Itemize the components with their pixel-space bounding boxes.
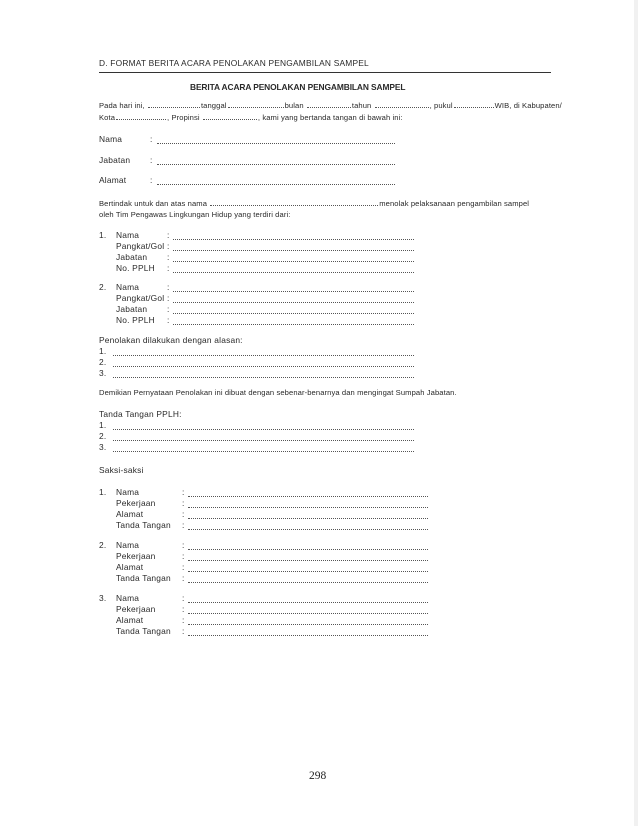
witness-2-pekerjaan-label: Pekerjaan [116,551,156,561]
blank-officer-1-pangkat [173,250,414,251]
witness-2-nama-label: Nama [116,540,140,550]
section-heading: D. FORMAT BERITA ACARA PENOLAKAN PENGAMBILAN SAMPEL [99,58,369,68]
field-colon: : [150,175,153,185]
signature-3-number: 3. [99,442,107,452]
field-colon: : [167,252,170,262]
blank-officer-2-pplh [173,324,414,325]
witness-3-nama-label: Nama [116,593,140,603]
reasons-heading: Penolakan dilakukan dengan alasan: [99,335,243,345]
blank-witness-3-nama [188,602,428,603]
opening-province-label: , Propinsi [167,113,202,122]
field-colon: : [150,134,153,144]
witness-3-pekerjaan-label: Pekerjaan [116,604,156,614]
reason-2-number: 2. [99,357,107,367]
officer-1-number: 1. [99,230,107,240]
opening-city-label: Kota [99,113,116,122]
field-colon: : [182,551,185,561]
blank-witness-2-alamat [188,571,428,572]
field-colon: : [167,315,170,325]
blank-witness-1-alamat [188,518,428,519]
witness-1-signature-label: Tanda Tangan [116,520,171,530]
blank-officer-2-jabatan [173,313,414,314]
witness-2-alamat-label: Alamat [116,562,144,572]
field-label-alamat: Alamat [99,175,127,185]
blank-day [148,107,200,108]
witness-3-signature-label: Tanda Tangan [116,626,171,636]
officer-2-pangkat-label: Pangkat/Gol [116,293,165,303]
opening-date-label: tanggal [200,101,227,110]
officer-1-nama-label: Nama [116,230,140,240]
blank-witness-2-pekerjaan [188,560,428,561]
field-label-jabatan: Jabatan [99,155,131,165]
field-colon: : [182,520,185,530]
field-colon: : [182,487,185,497]
blank-witness-1-signature [188,529,428,530]
blank-officer-2-pangkat [173,302,414,303]
field-colon: : [182,540,185,550]
field-colon: : [182,604,185,614]
opening-location-label: WIB, di Kabupaten/ [494,101,562,110]
acting-refusal-text: menolak pelaksanaan pengambilan sampel [379,199,530,208]
signatures-heading: Tanda Tangan PPLH: [99,409,182,419]
blank-province [203,119,257,120]
witness-1-nama-label: Nama [116,487,140,497]
blank-time [454,107,494,108]
field-colon: : [182,498,185,508]
officer-2-nama-label: Nama [116,282,140,292]
blank-date [228,107,284,108]
blank-officer-1-nama [173,239,414,240]
blank-city [116,119,166,120]
witness-1-alamat-label: Alamat [116,509,144,519]
blank-witness-2-nama [188,549,428,550]
field-colon: : [182,593,185,603]
opening-signers-text: , kami yang bertanda tangan di bawah ini: [257,113,403,122]
witness-2-signature-label: Tanda Tangan [116,573,171,583]
page-number: 298 [309,770,327,782]
signature-2-number: 2. [99,431,107,441]
opening-day-label: Pada hari ini, [99,101,147,110]
blank-officer-1-pplh [173,272,414,273]
opening-line-1 [99,101,562,110]
reason-1-number: 1. [99,346,107,356]
blank-witness-3-alamat [188,624,428,625]
signature-1-number: 1. [99,420,107,430]
officer-1-pangkat-label: Pangkat/Gol [116,241,165,251]
blank-signature-1 [113,429,414,430]
field-colon: : [182,562,185,572]
officer-2-pplh-label: No. PPLH [116,315,155,325]
witness-3-number: 3. [99,593,107,603]
blank-alamat [157,184,395,185]
field-colon: : [150,155,153,165]
witness-2-number: 2. [99,540,107,550]
field-colon: : [182,509,185,519]
blank-witness-1-nama [188,496,428,497]
opening-month-label: bulan [284,101,306,110]
closing-statement: Demikian Pernyataan Penolakan ini dibuat dengan sebenar-benarnya dan mengingat Sumpah Jabatan. [99,388,457,397]
acting-line-1 [99,199,529,208]
opening-time-label: , pukul [429,101,453,110]
document-title: BERITA ACARA PENOLAKAN PENGAMBILAN SAMPEL [190,82,406,92]
field-colon: : [182,626,185,636]
opening-year-label: tahun [351,101,374,110]
witness-3-alamat-label: Alamat [116,615,144,625]
witness-1-number: 1. [99,487,107,497]
field-label-nama: Nama [99,134,123,144]
page-edge-shadow [634,0,638,826]
blank-officer-1-jabatan [173,261,414,262]
field-colon: : [182,615,185,625]
officer-1-pplh-label: No. PPLH [116,263,155,273]
opening-line-2 [99,113,403,122]
field-colon: : [167,230,170,240]
blank-witness-3-pekerjaan [188,613,428,614]
witness-1-pekerjaan-label: Pekerjaan [116,498,156,508]
field-colon: : [167,263,170,273]
officer-2-jabatan-label: Jabatan [116,304,148,314]
blank-company [210,205,378,206]
field-colon: : [182,573,185,583]
blank-nama [157,143,395,144]
blank-jabatan [157,164,395,165]
blank-officer-2-nama [173,291,414,292]
acting-line-2: oleh Tim Pengawas Lingkungan Hidup yang terdiri dari: [99,210,291,219]
field-colon: : [167,304,170,314]
field-colon: : [167,241,170,251]
field-colon: : [167,282,170,292]
officer-1-jabatan-label: Jabatan [116,252,148,262]
blank-reason-2 [113,366,414,367]
field-colon: : [167,293,170,303]
blank-witness-2-signature [188,582,428,583]
witnesses-heading: Saksi-saksi [99,465,144,475]
blank-reason-1 [113,355,414,356]
blank-reason-3 [113,377,414,378]
blank-signature-3 [113,451,414,452]
heading-rule [99,72,551,73]
blank-month [307,107,351,108]
acting-on-behalf-text: Bertindak untuk dan atas nama [99,199,210,208]
officer-2-number: 2. [99,282,107,292]
blank-witness-3-signature [188,635,428,636]
blank-signature-2 [113,440,414,441]
reason-3-number: 3. [99,368,107,378]
blank-witness-1-pekerjaan [188,507,428,508]
blank-year [375,107,429,108]
